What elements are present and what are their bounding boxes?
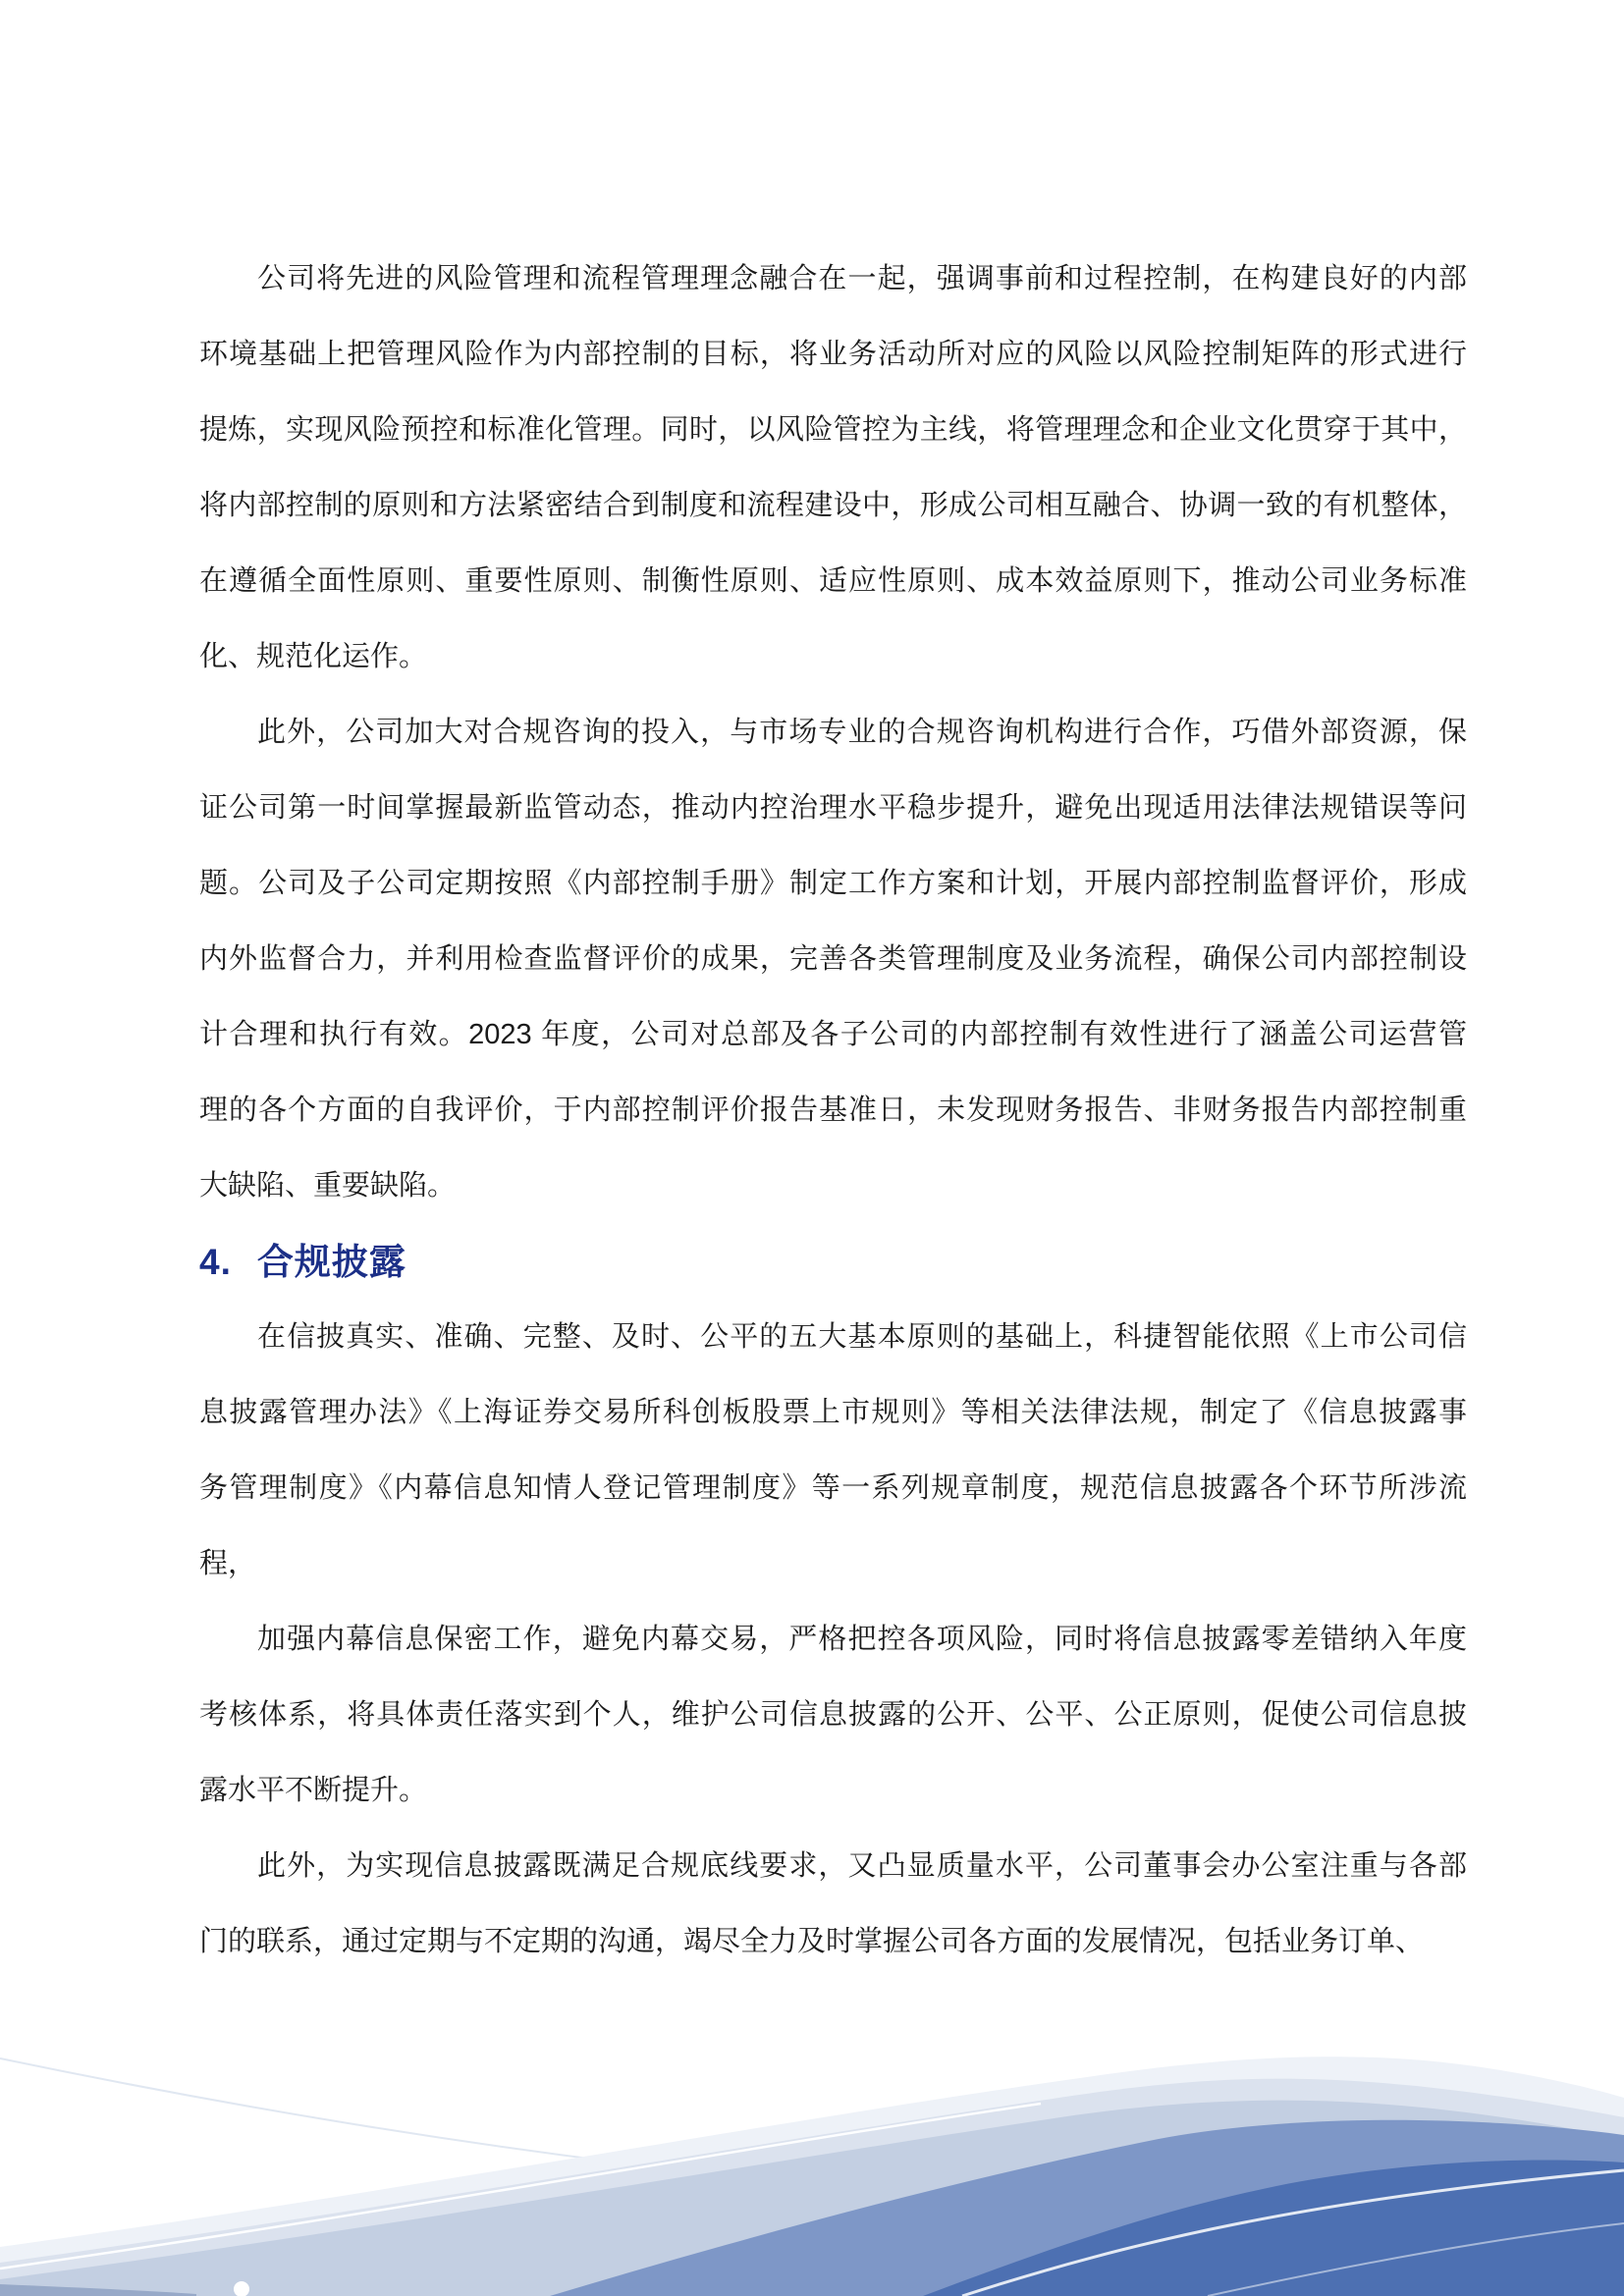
body-line: 务管理制度》《内幕信息知情人登记管理制度》等一系列规章制度，规范信息披露各个环节所涉流 — [199, 1472, 1467, 1504]
footer-waves — [0, 2041, 1624, 2296]
content — [199, 241, 1467, 1980]
body-line: 露水平不断提升。 — [199, 1775, 428, 1806]
body-line: 题。公司及子公司定期按照《内部控制手册》制定工作方案和计划，开展内部控制监督评价，形成 — [199, 868, 1467, 899]
body-line: 考核体系，将具体责任落实到个人，维护公司信息披露的公开、公平、公正原则，促使公司信息披 — [199, 1699, 1467, 1731]
section-heading — [199, 1224, 1467, 1300]
body-line: 门的联系，通过定期与不定期的沟通，竭尽全力及时掌握公司各方面的发展情况，包括业务订单、 — [199, 1926, 1425, 1957]
body-line: 加强内幕信息保密工作，避免内幕交易，严格把控各项风险，同时将信息披露零差错纳入年度 — [257, 1624, 1467, 1655]
body-line: 环境基础上把管理风险作为内部控制的目标，将业务活动所对应的风险以风险控制矩阵的形式进行 — [199, 339, 1467, 370]
body-line: 理的各个方面的自我评价，于内部控制评价报告基准日，未发现财务报告、非财务报告内部控制重 — [199, 1095, 1467, 1126]
body-line: 此外，公司加大对合规咨询的投入，与市场专业的合规咨询机构进行合作，巧借外部资源，保 — [257, 717, 1467, 748]
body-line: 在信披真实、准确、完整、及时、公平的五大基本原则的基础上，科捷智能依照《上市公司信 — [257, 1321, 1467, 1353]
body-line: 此外，为实现信息披露既满足合规底线要求，又凸显质量水平，公司董事会办公室注重与各部 — [257, 1850, 1467, 1882]
body-line: 证公司第一时间掌握最新监管动态，推动内控治理水平稳步提升，避免出现适用法律法规错误等问 — [199, 792, 1467, 824]
body-line: 大缺陷、重要缺陷。 — [199, 1170, 457, 1201]
body-line: 内外监督合力，并利用检查监督评价的成果，完善各类管理制度及业务流程，确保公司内部控制设 — [199, 943, 1467, 975]
body-line: 计合理和执行有效。2023 年度，公司对总部及各子公司的内部控制有效性进行了涵盖公司运营管 — [199, 1019, 1467, 1050]
paragraph — [199, 1300, 1467, 1602]
body-line: 化、规范化运作。 — [199, 641, 428, 672]
body-line: 程， — [199, 1548, 257, 1579]
paragraph — [199, 241, 1467, 695]
paragraph — [199, 695, 1467, 1224]
section-heading-title: 合规披露 — [256, 1242, 406, 1282]
paragraph — [199, 1829, 1467, 1980]
section-heading-number: 4. — [199, 1242, 232, 1282]
body-line: 息披露管理办法》《上海证券交易所科创板股票上市规则》等相关法律法规，制定了《信息披露事 — [199, 1397, 1467, 1428]
body-line: 公司将先进的风险管理和流程管理理念融合在一起，强调事前和过程控制，在构建良好的内部 — [257, 263, 1467, 294]
body-line: 将内部控制的原则和方法紧密结合到制度和流程建设中，形成公司相互融合、协调一致的有机整体， — [199, 490, 1467, 521]
paragraph — [199, 1602, 1467, 1829]
body-line: 在遵循全面性原则、重要性原则、制衡性原则、适应性原则、成本效益原则下，推动公司业务标准 — [199, 565, 1467, 597]
body-line: 提炼，实现风险预控和标准化管理。同时，以风险管控为主线，将管理理念和企业文化贯穿于其中， — [199, 414, 1467, 446]
